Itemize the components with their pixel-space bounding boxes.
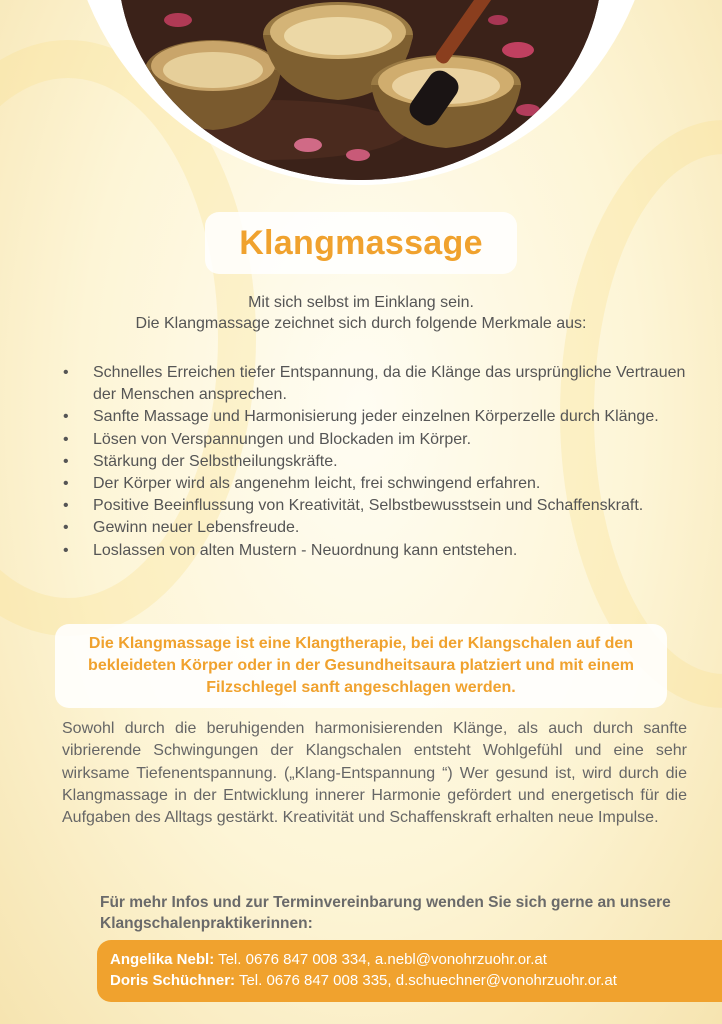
list-item: • Lösen von Verspannungen und Blockaden im Körper. (62, 429, 692, 451)
singing-bowls-illustration (118, 0, 602, 180)
list-item: • Sanfte Massage und Harmonisierung jeder einzelnen Körperzelle durch Klänge. (62, 406, 692, 428)
page-title: Klangmassage (239, 223, 483, 262)
list-item: • Der Körper wird als angenehm leicht, frei schwingend erfahren. (62, 473, 692, 495)
list-item: • Stärkung der Selbstheilungskräfte. (62, 451, 692, 473)
highlight-box (55, 624, 667, 708)
contact-banner (97, 940, 722, 1002)
highlight-text: Die Klangmassage ist eine Klangtherapie, bei der Klangschalen auf den bekleideten Körper oder in der Gesundheitsaura platziert und mit einem Filzschlegel sanft angeschlagen werden. (88, 635, 634, 696)
contact-intro: Für mehr Infos und zur Terminvereinbarung wenden Sie sich gerne an unsere Klangschalenpraktikerinnen: (100, 894, 671, 932)
singing-bowls-photo (118, 0, 602, 180)
contact-row (110, 949, 722, 970)
contact-details[interactable]: Tel. 0676 847 008 334, a.nebl@vonohrzuohr.or.at (218, 951, 547, 968)
contact-name: Angelika Nebl: (110, 951, 215, 968)
list-item: • Loslassen von alten Mustern - Neuordnung kann entstehen. (62, 540, 692, 562)
feature-list (62, 362, 692, 562)
title-box (205, 212, 517, 274)
list-item: • Positive Beeinflussung von Kreativität, Selbstbewusstsein und Schaffenskraft. (62, 495, 692, 517)
intro (40, 292, 682, 334)
list-item: • Gewinn neuer Lebensfreude. (62, 517, 692, 539)
intro-lead: Die Klangmassage zeichnet sich durch folgende Merkmale aus: (135, 315, 587, 332)
contact-row (110, 970, 722, 991)
list-item: • Schnelles Erreichen tiefer Entspannung, da die Klänge das ursprüngliche Vertrauen der Menschen ansprechen. (62, 362, 692, 406)
contact-details[interactable]: Tel. 0676 847 008 335, d.schuechner@vonohrzuohr.or.at (238, 972, 617, 989)
intro-tagline: Mit sich selbst im Einklang sein. (248, 294, 474, 311)
contact-name: Doris Schüchner: (110, 972, 236, 989)
body-paragraph: Sowohl durch die beruhigenden harmonisierenden Klänge, als auch durch sanfte vibrierende Schwingungen der Klangschalen entsteht Wohlgefühl und eine sehr wirksame Tiefenentspannung. („Klang-Entspannung “) Wer gesund ist, wird durch die Klangmassage in der Entwicklung innerer Harmonie gefördert und energetisch für die Aufgaben des Alltags gestärkt. Kreativität und Schaffenskraft erhalten neue Impulse. (62, 720, 687, 827)
